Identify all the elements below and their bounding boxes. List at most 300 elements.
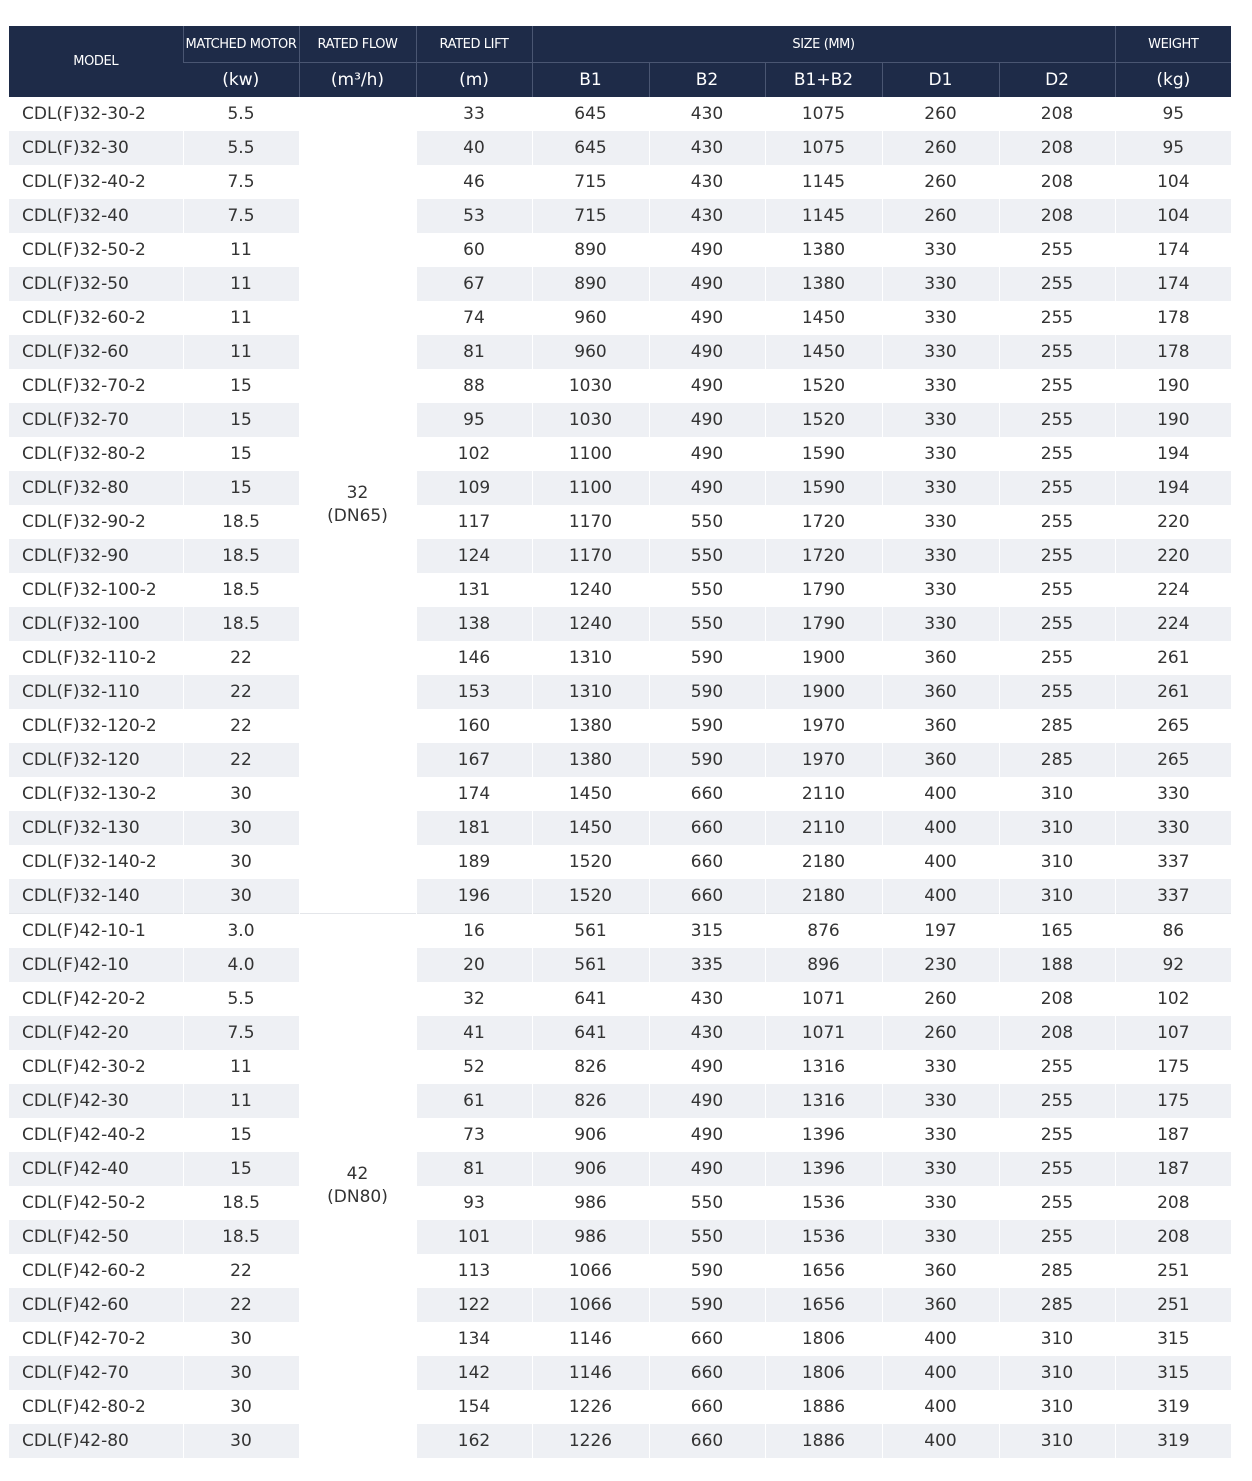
b1-cell: 986 bbox=[532, 1186, 649, 1220]
d1-cell: 400 bbox=[882, 1356, 999, 1390]
weight-cell: 178 bbox=[1115, 335, 1231, 369]
table-row bbox=[9, 267, 1231, 301]
d1-cell: 360 bbox=[882, 709, 999, 743]
d2-cell: 255 bbox=[999, 267, 1115, 301]
d1-cell: 400 bbox=[882, 1390, 999, 1424]
motor-cell: 30 bbox=[183, 845, 299, 879]
motor-cell: 4.0 bbox=[183, 948, 299, 982]
d2-cell: 255 bbox=[999, 335, 1115, 369]
b1b2-cell: 1450 bbox=[765, 335, 882, 369]
weight-cell: 337 bbox=[1115, 845, 1231, 879]
weight-cell: 224 bbox=[1115, 573, 1231, 607]
rated-flow-dn: (DN65) bbox=[327, 506, 388, 526]
d2-cell: 255 bbox=[999, 301, 1115, 335]
d2-cell: 208 bbox=[999, 97, 1115, 131]
b2-cell: 430 bbox=[649, 1016, 765, 1050]
weight-cell: 194 bbox=[1115, 471, 1231, 505]
weight-cell: 175 bbox=[1115, 1050, 1231, 1084]
d1-cell: 400 bbox=[882, 1424, 999, 1458]
lift-cell: 134 bbox=[416, 1322, 532, 1356]
weight-cell: 104 bbox=[1115, 199, 1231, 233]
motor-cell: 5.5 bbox=[183, 982, 299, 1016]
header-weight-unit: (kg) bbox=[1115, 63, 1231, 98]
b2-cell: 660 bbox=[649, 811, 765, 845]
b1-cell: 960 bbox=[532, 335, 649, 369]
table-row bbox=[9, 131, 1231, 165]
b1-cell: 1146 bbox=[532, 1322, 649, 1356]
b1b2-cell: 1590 bbox=[765, 437, 882, 471]
rated-flow-dn: (DN80) bbox=[327, 1187, 388, 1207]
b1-cell: 1066 bbox=[532, 1288, 649, 1322]
weight-cell: 187 bbox=[1115, 1118, 1231, 1152]
b1b2-cell: 1145 bbox=[765, 199, 882, 233]
table-row bbox=[9, 471, 1231, 505]
d1-cell: 330 bbox=[882, 539, 999, 573]
b2-cell: 490 bbox=[649, 369, 765, 403]
lift-cell: 122 bbox=[416, 1288, 532, 1322]
d2-cell: 255 bbox=[999, 403, 1115, 437]
lift-cell: 61 bbox=[416, 1084, 532, 1118]
model-cell: CDL(F)42-70-2 bbox=[9, 1322, 183, 1356]
b1-cell: 1240 bbox=[532, 573, 649, 607]
weight-cell: 190 bbox=[1115, 403, 1231, 437]
d1-cell: 330 bbox=[882, 233, 999, 267]
table-row bbox=[9, 437, 1231, 471]
b1-cell: 1310 bbox=[532, 675, 649, 709]
d2-cell: 208 bbox=[999, 199, 1115, 233]
model-cell: CDL(F)32-140-2 bbox=[9, 845, 183, 879]
model-cell: CDL(F)32-80 bbox=[9, 471, 183, 505]
lift-cell: 33 bbox=[416, 97, 532, 131]
model-cell: CDL(F)32-140 bbox=[9, 879, 183, 914]
motor-cell: 30 bbox=[183, 777, 299, 811]
weight-cell: 261 bbox=[1115, 675, 1231, 709]
lift-cell: 162 bbox=[416, 1424, 532, 1458]
weight-cell: 220 bbox=[1115, 539, 1231, 573]
weight-cell: 208 bbox=[1115, 1220, 1231, 1254]
b1b2-cell: 1970 bbox=[765, 743, 882, 777]
b2-cell: 660 bbox=[649, 1424, 765, 1458]
motor-cell: 22 bbox=[183, 641, 299, 675]
b2-cell: 490 bbox=[649, 335, 765, 369]
b2-cell: 590 bbox=[649, 743, 765, 777]
table-row bbox=[9, 1356, 1231, 1390]
weight-cell: 190 bbox=[1115, 369, 1231, 403]
d1-cell: 360 bbox=[882, 743, 999, 777]
b2-cell: 430 bbox=[649, 199, 765, 233]
b2-cell: 660 bbox=[649, 879, 765, 914]
b1-cell: 1170 bbox=[532, 539, 649, 573]
d2-cell: 255 bbox=[999, 1118, 1115, 1152]
model-cell: CDL(F)32-60 bbox=[9, 335, 183, 369]
model-cell: CDL(F)42-30 bbox=[9, 1084, 183, 1118]
b1b2-cell: 1380 bbox=[765, 233, 882, 267]
b1-cell: 826 bbox=[532, 1050, 649, 1084]
lift-cell: 95 bbox=[416, 403, 532, 437]
model-cell: CDL(F)42-30-2 bbox=[9, 1050, 183, 1084]
b1-cell: 890 bbox=[532, 267, 649, 301]
motor-cell: 11 bbox=[183, 1084, 299, 1118]
b1-cell: 890 bbox=[532, 233, 649, 267]
motor-cell: 22 bbox=[183, 709, 299, 743]
b2-cell: 490 bbox=[649, 437, 765, 471]
d1-cell: 400 bbox=[882, 777, 999, 811]
table-row bbox=[9, 1390, 1231, 1424]
table-row bbox=[9, 845, 1231, 879]
b1b2-cell: 1075 bbox=[765, 97, 882, 131]
d2-cell: 255 bbox=[999, 471, 1115, 505]
b2-cell: 590 bbox=[649, 641, 765, 675]
lift-cell: 73 bbox=[416, 1118, 532, 1152]
model-cell: CDL(F)32-110 bbox=[9, 675, 183, 709]
d1-cell: 330 bbox=[882, 335, 999, 369]
model-cell: CDL(F)32-100 bbox=[9, 607, 183, 641]
lift-cell: 189 bbox=[416, 845, 532, 879]
b2-cell: 550 bbox=[649, 505, 765, 539]
b2-cell: 590 bbox=[649, 1254, 765, 1288]
motor-cell: 7.5 bbox=[183, 165, 299, 199]
b2-cell: 550 bbox=[649, 1220, 765, 1254]
header-model: MODEL bbox=[9, 26, 183, 97]
b2-cell: 430 bbox=[649, 131, 765, 165]
weight-cell: 265 bbox=[1115, 743, 1231, 777]
b1b2-cell: 1520 bbox=[765, 403, 882, 437]
b1-cell: 986 bbox=[532, 1220, 649, 1254]
motor-cell: 18.5 bbox=[183, 607, 299, 641]
b1b2-cell: 1720 bbox=[765, 539, 882, 573]
motor-cell: 15 bbox=[183, 369, 299, 403]
table-row bbox=[9, 97, 1231, 131]
motor-cell: 30 bbox=[183, 811, 299, 845]
lift-cell: 102 bbox=[416, 437, 532, 471]
lift-cell: 81 bbox=[416, 1152, 532, 1186]
b2-cell: 490 bbox=[649, 267, 765, 301]
d2-cell: 255 bbox=[999, 539, 1115, 573]
lift-cell: 131 bbox=[416, 573, 532, 607]
model-cell: CDL(F)32-90 bbox=[9, 539, 183, 573]
b1-cell: 1450 bbox=[532, 811, 649, 845]
lift-cell: 138 bbox=[416, 607, 532, 641]
b1b2-cell: 1071 bbox=[765, 1016, 882, 1050]
motor-cell: 5.5 bbox=[183, 131, 299, 165]
d2-cell: 255 bbox=[999, 233, 1115, 267]
weight-cell: 251 bbox=[1115, 1254, 1231, 1288]
model-cell: CDL(F)42-20-2 bbox=[9, 982, 183, 1016]
motor-cell: 22 bbox=[183, 743, 299, 777]
b1-cell: 1030 bbox=[532, 369, 649, 403]
d2-cell: 285 bbox=[999, 1288, 1115, 1322]
b2-cell: 490 bbox=[649, 1050, 765, 1084]
lift-cell: 67 bbox=[416, 267, 532, 301]
b1b2-cell: 1520 bbox=[765, 369, 882, 403]
table-row bbox=[9, 369, 1231, 403]
d1-cell: 260 bbox=[882, 165, 999, 199]
lift-cell: 52 bbox=[416, 1050, 532, 1084]
weight-cell: 265 bbox=[1115, 709, 1231, 743]
header-d1: D1 bbox=[882, 63, 999, 98]
motor-cell: 7.5 bbox=[183, 199, 299, 233]
model-cell: CDL(F)42-50 bbox=[9, 1220, 183, 1254]
d1-cell: 330 bbox=[882, 403, 999, 437]
lift-cell: 53 bbox=[416, 199, 532, 233]
d1-cell: 330 bbox=[882, 573, 999, 607]
header-weight: WEIGHT bbox=[1115, 26, 1231, 63]
d1-cell: 400 bbox=[882, 879, 999, 914]
b1b2-cell: 1450 bbox=[765, 301, 882, 335]
motor-cell: 22 bbox=[183, 1254, 299, 1288]
b1b2-cell: 1075 bbox=[765, 131, 882, 165]
b1b2-cell: 1886 bbox=[765, 1390, 882, 1424]
model-cell: CDL(F)32-50-2 bbox=[9, 233, 183, 267]
lift-cell: 154 bbox=[416, 1390, 532, 1424]
b2-cell: 550 bbox=[649, 539, 765, 573]
b1-cell: 1100 bbox=[532, 437, 649, 471]
b1b2-cell: 1396 bbox=[765, 1118, 882, 1152]
b1b2-cell: 1536 bbox=[765, 1186, 882, 1220]
d2-cell: 255 bbox=[999, 505, 1115, 539]
b1b2-cell: 2180 bbox=[765, 879, 882, 914]
b1-cell: 641 bbox=[532, 982, 649, 1016]
b1b2-cell: 1396 bbox=[765, 1152, 882, 1186]
weight-cell: 315 bbox=[1115, 1322, 1231, 1356]
model-cell: CDL(F)32-80-2 bbox=[9, 437, 183, 471]
motor-cell: 11 bbox=[183, 267, 299, 301]
motor-cell: 30 bbox=[183, 1424, 299, 1458]
table-row bbox=[9, 165, 1231, 199]
motor-cell: 11 bbox=[183, 233, 299, 267]
header-row-bottom bbox=[9, 63, 1231, 98]
weight-cell: 95 bbox=[1115, 131, 1231, 165]
b1-cell: 645 bbox=[532, 97, 649, 131]
b2-cell: 550 bbox=[649, 1186, 765, 1220]
motor-cell: 5.5 bbox=[183, 97, 299, 131]
lift-cell: 60 bbox=[416, 233, 532, 267]
b1b2-cell: 896 bbox=[765, 948, 882, 982]
model-cell: CDL(F)32-70 bbox=[9, 403, 183, 437]
b1-cell: 1520 bbox=[532, 845, 649, 879]
motor-cell: 15 bbox=[183, 403, 299, 437]
motor-cell: 18.5 bbox=[183, 505, 299, 539]
motor-cell: 7.5 bbox=[183, 1016, 299, 1050]
table-row bbox=[9, 539, 1231, 573]
motor-cell: 22 bbox=[183, 1288, 299, 1322]
model-cell: CDL(F)32-100-2 bbox=[9, 573, 183, 607]
b2-cell: 660 bbox=[649, 777, 765, 811]
motor-cell: 30 bbox=[183, 879, 299, 914]
b1-cell: 906 bbox=[532, 1118, 649, 1152]
d1-cell: 230 bbox=[882, 948, 999, 982]
d1-cell: 260 bbox=[882, 131, 999, 165]
model-cell: CDL(F)32-130 bbox=[9, 811, 183, 845]
b2-cell: 660 bbox=[649, 1322, 765, 1356]
d2-cell: 310 bbox=[999, 811, 1115, 845]
model-cell: CDL(F)42-20 bbox=[9, 1016, 183, 1050]
lift-cell: 109 bbox=[416, 471, 532, 505]
header-d2: D2 bbox=[999, 63, 1115, 98]
b2-cell: 490 bbox=[649, 1152, 765, 1186]
d1-cell: 330 bbox=[882, 1152, 999, 1186]
model-cell: CDL(F)32-120 bbox=[9, 743, 183, 777]
motor-cell: 30 bbox=[183, 1356, 299, 1390]
motor-cell: 15 bbox=[183, 1118, 299, 1152]
b1-cell: 1380 bbox=[532, 743, 649, 777]
weight-cell: 107 bbox=[1115, 1016, 1231, 1050]
lift-cell: 181 bbox=[416, 811, 532, 845]
d2-cell: 310 bbox=[999, 777, 1115, 811]
weight-cell: 102 bbox=[1115, 982, 1231, 1016]
motor-cell: 15 bbox=[183, 437, 299, 471]
model-cell: CDL(F)32-130-2 bbox=[9, 777, 183, 811]
b1b2-cell: 1900 bbox=[765, 641, 882, 675]
d2-cell: 310 bbox=[999, 1356, 1115, 1390]
b1-cell: 641 bbox=[532, 1016, 649, 1050]
model-cell: CDL(F)42-80 bbox=[9, 1424, 183, 1458]
weight-cell: 194 bbox=[1115, 437, 1231, 471]
d2-cell: 285 bbox=[999, 1254, 1115, 1288]
model-cell: CDL(F)42-60-2 bbox=[9, 1254, 183, 1288]
header-b2: B2 bbox=[649, 63, 765, 98]
table-row bbox=[9, 641, 1231, 675]
model-cell: CDL(F)32-40 bbox=[9, 199, 183, 233]
b2-cell: 660 bbox=[649, 845, 765, 879]
rated-flow-value: 32 bbox=[346, 483, 369, 503]
weight-cell: 86 bbox=[1115, 914, 1231, 949]
b1b2-cell: 2180 bbox=[765, 845, 882, 879]
table-row bbox=[9, 1118, 1231, 1152]
b2-cell: 550 bbox=[649, 573, 765, 607]
b1b2-cell: 1145 bbox=[765, 165, 882, 199]
table-row bbox=[9, 1152, 1231, 1186]
d1-cell: 330 bbox=[882, 301, 999, 335]
b2-cell: 590 bbox=[649, 675, 765, 709]
b1b2-cell: 1720 bbox=[765, 505, 882, 539]
weight-cell: 95 bbox=[1115, 97, 1231, 131]
table-row bbox=[9, 573, 1231, 607]
d1-cell: 330 bbox=[882, 267, 999, 301]
d2-cell: 285 bbox=[999, 743, 1115, 777]
lift-cell: 32 bbox=[416, 982, 532, 1016]
d2-cell: 310 bbox=[999, 1390, 1115, 1424]
b1b2-cell: 1316 bbox=[765, 1050, 882, 1084]
b1b2-cell: 1380 bbox=[765, 267, 882, 301]
lift-cell: 124 bbox=[416, 539, 532, 573]
spec-table bbox=[9, 26, 1231, 1458]
b1-cell: 1520 bbox=[532, 879, 649, 914]
b1b2-cell: 1970 bbox=[765, 709, 882, 743]
d1-cell: 330 bbox=[882, 1186, 999, 1220]
table-row bbox=[9, 1186, 1231, 1220]
b1b2-cell: 1806 bbox=[765, 1356, 882, 1390]
model-cell: CDL(F)32-90-2 bbox=[9, 505, 183, 539]
b2-cell: 590 bbox=[649, 709, 765, 743]
b2-cell: 490 bbox=[649, 301, 765, 335]
model-cell: CDL(F)32-110-2 bbox=[9, 641, 183, 675]
header-flow: RATED FLOW bbox=[299, 26, 416, 63]
b2-cell: 315 bbox=[649, 914, 765, 949]
d2-cell: 165 bbox=[999, 914, 1115, 949]
b2-cell: 490 bbox=[649, 233, 765, 267]
lift-cell: 20 bbox=[416, 948, 532, 982]
weight-cell: 174 bbox=[1115, 233, 1231, 267]
motor-cell: 30 bbox=[183, 1390, 299, 1424]
b1b2-cell: 1590 bbox=[765, 471, 882, 505]
d2-cell: 255 bbox=[999, 1050, 1115, 1084]
b2-cell: 490 bbox=[649, 403, 765, 437]
b1-cell: 1100 bbox=[532, 471, 649, 505]
weight-cell: 174 bbox=[1115, 267, 1231, 301]
motor-cell: 18.5 bbox=[183, 1186, 299, 1220]
table-row bbox=[9, 914, 1231, 949]
table-row bbox=[9, 709, 1231, 743]
rated-flow-cell bbox=[299, 914, 416, 1459]
weight-cell: 330 bbox=[1115, 811, 1231, 845]
model-cell: CDL(F)42-50-2 bbox=[9, 1186, 183, 1220]
d1-cell: 330 bbox=[882, 437, 999, 471]
b2-cell: 490 bbox=[649, 1084, 765, 1118]
lift-cell: 81 bbox=[416, 335, 532, 369]
b1-cell: 715 bbox=[532, 199, 649, 233]
b1b2-cell: 1806 bbox=[765, 1322, 882, 1356]
b1b2-cell: 1900 bbox=[765, 675, 882, 709]
weight-cell: 251 bbox=[1115, 1288, 1231, 1322]
model-cell: CDL(F)42-60 bbox=[9, 1288, 183, 1322]
lift-cell: 142 bbox=[416, 1356, 532, 1390]
table-row bbox=[9, 743, 1231, 777]
b1b2-cell: 1790 bbox=[765, 573, 882, 607]
b1-cell: 1450 bbox=[532, 777, 649, 811]
weight-cell: 208 bbox=[1115, 1186, 1231, 1220]
table-row bbox=[9, 1322, 1231, 1356]
b1b2-cell: 1886 bbox=[765, 1424, 882, 1458]
weight-cell: 319 bbox=[1115, 1390, 1231, 1424]
d2-cell: 310 bbox=[999, 845, 1115, 879]
table-row bbox=[9, 1220, 1231, 1254]
header-lift: RATED LIFT bbox=[416, 26, 532, 63]
b1-cell: 1226 bbox=[532, 1390, 649, 1424]
d2-cell: 255 bbox=[999, 1220, 1115, 1254]
table-row bbox=[9, 1424, 1231, 1458]
weight-cell: 175 bbox=[1115, 1084, 1231, 1118]
model-cell: CDL(F)42-80-2 bbox=[9, 1390, 183, 1424]
b1b2-cell: 2110 bbox=[765, 811, 882, 845]
motor-cell: 15 bbox=[183, 1152, 299, 1186]
d1-cell: 330 bbox=[882, 607, 999, 641]
d2-cell: 255 bbox=[999, 573, 1115, 607]
b1b2-cell: 1316 bbox=[765, 1084, 882, 1118]
d2-cell: 255 bbox=[999, 437, 1115, 471]
motor-cell: 22 bbox=[183, 675, 299, 709]
table-row bbox=[9, 505, 1231, 539]
b2-cell: 430 bbox=[649, 982, 765, 1016]
b1-cell: 1030 bbox=[532, 403, 649, 437]
table-row bbox=[9, 1254, 1231, 1288]
d1-cell: 260 bbox=[882, 1016, 999, 1050]
model-cell: CDL(F)32-60-2 bbox=[9, 301, 183, 335]
model-cell: CDL(F)42-40-2 bbox=[9, 1118, 183, 1152]
lift-cell: 153 bbox=[416, 675, 532, 709]
d1-cell: 330 bbox=[882, 369, 999, 403]
b2-cell: 660 bbox=[649, 1390, 765, 1424]
d1-cell: 260 bbox=[882, 199, 999, 233]
d2-cell: 255 bbox=[999, 1152, 1115, 1186]
lift-cell: 196 bbox=[416, 879, 532, 914]
lift-cell: 101 bbox=[416, 1220, 532, 1254]
lift-cell: 74 bbox=[416, 301, 532, 335]
d2-cell: 208 bbox=[999, 982, 1115, 1016]
model-cell: CDL(F)42-10 bbox=[9, 948, 183, 982]
d1-cell: 330 bbox=[882, 471, 999, 505]
lift-cell: 174 bbox=[416, 777, 532, 811]
